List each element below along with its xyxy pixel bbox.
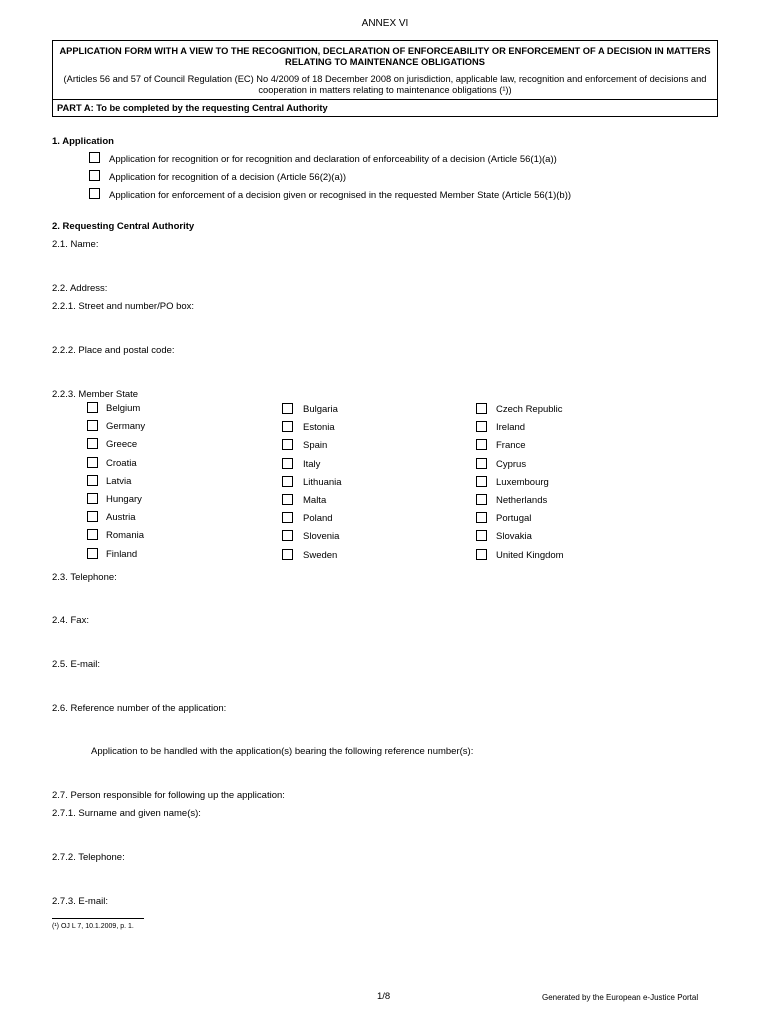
country-label-ireland: Ireland	[496, 422, 526, 434]
country-label-spain: Spain	[303, 440, 328, 452]
country-label-slovenia: Slovenia	[303, 531, 340, 543]
address-label: 2.2. Address:	[52, 283, 108, 294]
person-telephone-field-label: 2.7.2. Telephone:	[52, 852, 125, 863]
page-number: 1/8	[377, 991, 391, 1002]
application-recognition-checkbox[interactable]	[89, 152, 100, 163]
country-label-latvia: Latvia	[106, 475, 132, 487]
related-reference-label: Application to be handled with the application(s) bearing the following reference number(s):	[91, 746, 474, 757]
street-field-label: 2.2.1. Street and number/PO box:	[52, 301, 195, 312]
person-email-field-label: 2.7.3. E-mail:	[52, 896, 108, 907]
surname-field-label: 2.7.1. Surname and given name(s):	[52, 808, 201, 819]
country-label-czech-republic: Czech Republic	[496, 404, 563, 415]
country-label-united-kingdom: United Kingdom	[496, 549, 564, 561]
country-label-hungary: Hungary	[106, 494, 142, 505]
country-checkbox-cyprus[interactable]	[476, 458, 487, 469]
country-checkbox-france[interactable]	[476, 439, 487, 450]
country-checkbox-finland[interactable]	[87, 548, 98, 559]
country-checkbox-portugal[interactable]	[476, 512, 487, 523]
country-label-luxembourg: Luxembourg	[496, 476, 549, 488]
part-a-heading: PART A: To be completed by the requesting Central Authority	[57, 103, 328, 113]
country-checkbox-ireland[interactable]	[476, 421, 487, 432]
country-checkbox-netherlands[interactable]	[476, 494, 487, 505]
country-label-estonia: Estonia	[303, 422, 335, 434]
country-label-slovakia: Slovakia	[496, 531, 532, 543]
country-checkbox-spain[interactable]	[282, 439, 293, 450]
country-checkbox-poland[interactable]	[282, 512, 293, 523]
country-checkbox-czech-republic[interactable]	[476, 403, 487, 414]
country-checkbox-latvia[interactable]	[87, 475, 98, 486]
reference-field-label: 2.6. Reference number of the application:	[52, 703, 227, 714]
country-label-france: France	[496, 440, 526, 452]
country-checkbox-lithuania[interactable]	[282, 476, 293, 487]
application-enforcement-checkbox[interactable]	[89, 188, 100, 199]
country-checkbox-germany[interactable]	[87, 420, 98, 431]
email-field-label: 2.5. E-mail:	[52, 659, 101, 670]
section-1-heading: 1. Application	[52, 136, 114, 147]
country-label-malta: Malta	[303, 495, 327, 506]
country-label-finland: Finland	[106, 548, 138, 560]
country-checkbox-austria[interactable]	[87, 511, 98, 522]
name-field-label: 2.1. Name:	[52, 239, 99, 250]
country-checkbox-romania[interactable]	[87, 529, 98, 540]
country-checkbox-italy[interactable]	[282, 458, 293, 469]
footnote: (¹) OJ L 7, 10.1.2009, p. 1.	[52, 923, 134, 930]
country-checkbox-belgium[interactable]	[87, 402, 98, 413]
header-divider	[53, 99, 717, 100]
country-checkbox-malta[interactable]	[282, 494, 293, 505]
country-label-lithuania: Lithuania	[303, 476, 342, 488]
application-enforcement-label: Application for enforcement of a decision given or recognised in the requested Member State (Article 56(1)(b))	[109, 190, 572, 201]
country-label-netherlands: Netherlands	[496, 495, 548, 506]
country-checkbox-hungary[interactable]	[87, 493, 98, 504]
country-label-sweden: Sweden	[303, 549, 338, 561]
country-checkbox-luxembourg[interactable]	[476, 476, 487, 487]
country-label-cyprus: Cyprus	[496, 458, 527, 470]
place-field-label: 2.2.2. Place and postal code:	[52, 345, 175, 356]
member-state-label: 2.2.3. Member State	[52, 389, 139, 400]
country-label-romania: Romania	[106, 530, 145, 542]
country-checkbox-croatia[interactable]	[87, 457, 98, 468]
form-header	[52, 40, 718, 117]
portal-credit: Generated by the European e-Justice Portal	[542, 993, 699, 1002]
country-label-germany: Germany	[106, 421, 146, 433]
country-checkbox-united-kingdom[interactable]	[476, 549, 487, 560]
form-title: APPLICATION FORM WITH A VIEW TO THE RECOGNITION, DECLARATION OF ENFORCEABILITY OR ENFORCEMENT OF A DECISION IN MATTERS RELATING TO MAINTENANCE OBLIGATIONS	[59, 46, 711, 67]
fax-field-label: 2.4. Fax:	[52, 615, 89, 626]
legal-basis: (Articles 56 and 57 of Council Regulation (EC) No 4/2009 of 18 December 2008 on jurisdiction, applicable law, recognition and enforcement of decisions and cooperation in matters relating to maintenance obligations (¹))	[63, 74, 707, 95]
country-label-portugal: Portugal	[496, 513, 532, 525]
country-checkbox-greece[interactable]	[87, 438, 98, 449]
country-label-belgium: Belgium	[106, 403, 141, 414]
footnote-rule	[52, 918, 144, 919]
country-label-italy: Italy	[303, 458, 321, 470]
application-recognition-only-label: Application for recognition of a decision (Article 56(2)(a))	[109, 172, 347, 183]
telephone-field-label: 2.3. Telephone:	[52, 572, 117, 583]
country-checkbox-slovakia[interactable]	[476, 530, 487, 541]
country-label-bulgaria: Bulgaria	[303, 404, 338, 415]
application-recognition-only-checkbox[interactable]	[89, 170, 100, 181]
country-checkbox-sweden[interactable]	[282, 549, 293, 560]
country-label-croatia: Croatia	[106, 457, 137, 469]
annex-label: ANNEX VI	[361, 18, 409, 29]
application-recognition-label: Application for recognition or for recognition and declaration of enforceability of a decision (Article 56(1)(a))	[109, 154, 557, 165]
responsible-person-label: 2.7. Person responsible for following up the application:	[52, 790, 285, 801]
section-2-heading: 2. Requesting Central Authority	[52, 221, 195, 232]
country-checkbox-bulgaria[interactable]	[282, 403, 293, 414]
country-label-greece: Greece	[106, 439, 138, 451]
country-label-austria: Austria	[106, 512, 136, 524]
country-label-poland: Poland	[303, 513, 333, 525]
country-checkbox-estonia[interactable]	[282, 421, 293, 432]
country-checkbox-slovenia[interactable]	[282, 530, 293, 541]
